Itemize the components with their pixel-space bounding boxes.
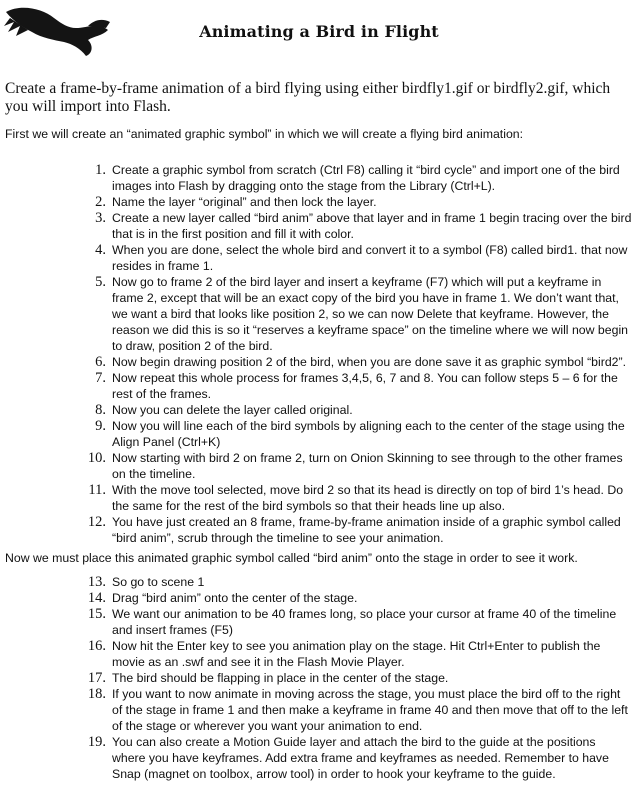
step-text: You have just created an 8 frame, frame-by-frame animation inside of a graphic symbol called “bird anim”, scrub through the timeline to see your animation. (112, 515, 621, 545)
step-text: Create a graphic symbol from scratch (Ctrl F8) calling it “bird cycle” and import one of the bird images into Flash by dragging onto the stage from the Library (Ctrl+L). (112, 163, 620, 193)
step-text: The bird should be flapping in place in the center of the stage. (112, 671, 449, 685)
step-number: 11. (88, 482, 106, 498)
section2-intro: Now we must place this animated graphic symbol called “bird anim” onto the stage in order to see it work. (5, 551, 578, 565)
step-item (0, 370, 638, 402)
step-number: 13. (87, 574, 106, 590)
step-text: Name the layer “original” and then lock the layer. (112, 195, 377, 209)
step-item (0, 418, 638, 450)
step-item (0, 482, 638, 514)
intro-paragraph: Create a frame-by-frame animation of a bird flying using either birdfly1.gif or birdfly2.gif, which you will import into Flash. (5, 80, 611, 115)
step-text: We want our animation to be 40 frames long, so place your cursor at frame 40 of the timeline and insert frames (F5) (112, 607, 617, 637)
step-item (0, 734, 638, 782)
steps-list-part1 (0, 162, 638, 546)
step-text: Now you can delete the layer called original. (112, 403, 353, 417)
step-text: Now hit the Enter key to see you animation play on the stage. Hit Ctrl+Enter to publish the movie as an .swf and see it in the Flash Movie Player. (112, 639, 601, 669)
step-item (0, 242, 638, 274)
step-number: 15. (87, 606, 106, 622)
step-item (0, 274, 638, 354)
step-number: 6. (95, 354, 106, 370)
step-item (0, 194, 638, 210)
step-text: With the move tool selected, move bird 2 so that its head is directly on top of bird 1’s head. Do the same for the rest of the bird symbols so that their heads line up also. (112, 483, 624, 513)
step-item (0, 354, 638, 370)
step-item (0, 574, 638, 590)
step-text: Now go to frame 2 of the bird layer and insert a keyframe (F7) which will put a keyframe in frame 2, except that will be an exact copy of the bird you have in frame 1. We don’t want that, we want a bird that looks like position 2, so we can now Delete that keyframe. However, the reason we did this is so it “reserves a keyframe space” on the timeline where we will now begin to draw, position 2 of the bird. (112, 275, 629, 353)
step-item (0, 670, 638, 686)
step-text: You can also create a Motion Guide layer and attach the bird to the guide at the positions where you have keyframes. Add extra frame and keyframes as needed. Remember to have Snap (magnet on toolbox, arrow tool) in order to hook your keyframe to the guide. (112, 735, 609, 781)
step-text: Create a new layer called “bird anim” above that layer and in frame 1 begin tracing over the bird that is in the first position and fill it with color. (112, 211, 632, 241)
step-number: 5. (95, 274, 106, 290)
step-item (0, 606, 638, 638)
step-item (0, 590, 638, 606)
step-number: 18. (87, 686, 106, 702)
page-title: Animating a Bird in Flight (199, 22, 439, 41)
section1-intro: First we will create an “animated graphic symbol” in which we will create a flying bird animation: (5, 127, 524, 141)
step-number: 2. (95, 194, 106, 210)
step-item (0, 514, 638, 546)
step-text: So go to scene 1 (112, 575, 205, 589)
step-text: If you want to now animate in moving across the stage, you must place the bird off to the right of the stage in frame 1 and then make a keyframe in frame 40 and then move that off to the left of the stage or wherever you want your animation to end. (112, 687, 628, 733)
step-number: 19. (87, 734, 106, 750)
step-text: Now starting with bird 2 on frame 2, turn on Onion Skinning to see through to the other frames on the timeline. (112, 451, 623, 481)
step-item (0, 402, 638, 418)
step-text: Now you will line each of the bird symbols by aligning each to the center of the stage using the Align Panel (Ctrl+K) (112, 419, 625, 449)
step-text: Drag “bird anim” onto the center of the stage. (112, 591, 358, 605)
step-item (0, 210, 638, 242)
step-number: 3. (95, 210, 106, 226)
step-number: 7. (95, 370, 106, 386)
steps-list-part2 (0, 574, 638, 782)
step-text: Now begin drawing position 2 of the bird, when you are done save it as graphic symbol “bird2”. (112, 355, 627, 369)
step-number: 8. (95, 402, 106, 418)
step-number: 14. (87, 590, 106, 606)
step-item (0, 686, 638, 734)
step-item (0, 450, 638, 482)
step-number: 10. (87, 450, 106, 466)
step-number: 12. (87, 514, 106, 530)
step-number: 16. (87, 638, 106, 654)
step-number: 17. (87, 670, 106, 686)
step-number: 9. (95, 418, 106, 434)
step-number: 1. (95, 162, 106, 178)
step-text: When you are done, select the whole bird and convert it to a symbol (F8) called bird1. that now resides in frame 1. (112, 243, 628, 273)
step-number: 4. (95, 242, 106, 258)
step-item (0, 162, 638, 194)
step-text: Now repeat this whole process for frames 3,4,5, 6, 7 and 8. You can follow steps 5 – 6 for the rest of the frames. (112, 371, 618, 401)
step-item (0, 638, 638, 670)
